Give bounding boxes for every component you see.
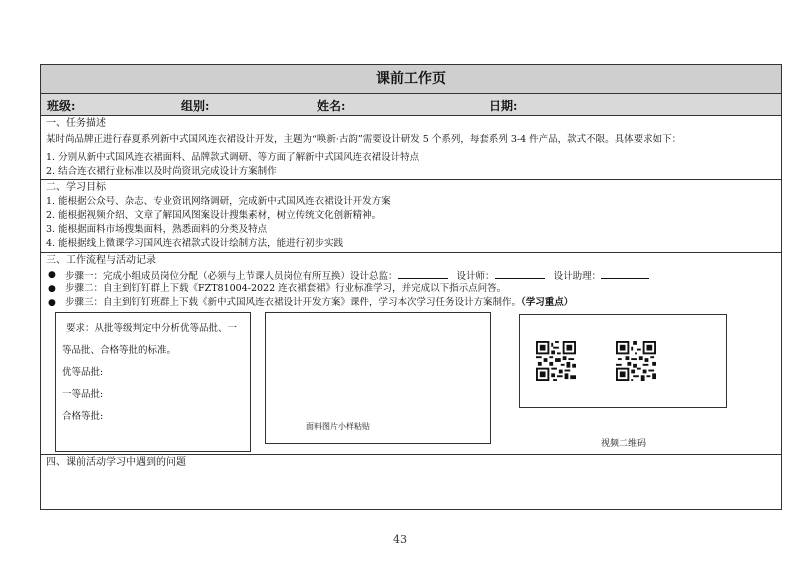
step2-text: 步骤二：自主到钉钉群上下载《FZT81004-2022 连衣裙套裙》行业标准学习，并完成以下指示点问答。	[65, 283, 507, 294]
requirement-box	[55, 312, 251, 452]
bullet-icon: ●	[48, 284, 56, 294]
qr-code-box	[519, 314, 727, 408]
step1-prefix: 步骤一：完成小组成员岗位分配（必须与上节课人员岗位有所互换）设计总监：	[65, 271, 398, 282]
qr-code-icon[interactable]	[616, 331, 656, 391]
group-label: 组别:	[181, 99, 210, 113]
divider	[41, 252, 781, 253]
step3-text	[65, 297, 573, 309]
divider	[41, 179, 781, 180]
director-blank	[398, 269, 448, 279]
requirement-line-1: 要求：从批等级判定中分析优等品批、一	[66, 323, 238, 334]
designer-blank	[495, 269, 545, 279]
fabric-caption: 面料图片小样粘贴	[306, 422, 370, 431]
page-title-band	[40, 64, 782, 94]
qr-code-icon[interactable]	[536, 331, 576, 391]
qualified-label: 合格等批:	[62, 411, 104, 422]
student-info-row	[40, 94, 782, 116]
task-item-1: 1. 分别从新中式国风连衣裙面料、品牌款式调研、等方面了解新中式国风连衣裙设计特点	[46, 152, 420, 163]
bullet-icon: ●	[48, 298, 56, 308]
section4-heading: 四、课前活动学习中遇到的问题	[46, 457, 186, 468]
assistant-blank	[601, 269, 649, 279]
section3-heading: 三、工作流程与活动记录	[46, 255, 156, 266]
task-item-2: 2. 结合连衣裙行业标准以及时尚资讯完成设计方案制作	[46, 166, 277, 177]
section2-heading: 二、学习目标	[46, 182, 106, 193]
worksheet-body	[40, 116, 782, 510]
name-label: 姓名:	[317, 99, 346, 113]
goal-item-3: 3. 能根据面料市场搜集面料，熟悉面料的分类及特点	[46, 224, 268, 235]
fabric-sample-box	[265, 312, 491, 444]
requirement-line-2: 等品批、合格等批的标准。	[62, 345, 177, 356]
class-label: 班级:	[47, 99, 76, 113]
first-grade-label: 一等品批:	[62, 389, 104, 400]
goal-item-4: 4. 能根据线上微课学习国风连衣裙款式设计绘制方法，能进行初步实践	[46, 238, 344, 249]
page-number: 43	[393, 533, 407, 546]
section1-heading: 一、任务描述	[46, 118, 106, 129]
page-title: 课前工作页	[376, 71, 446, 87]
step3-emphasis: （学习重点）	[521, 297, 574, 308]
task-description: 某时尚品牌正进行春夏系列新中式国风连衣裙设计开发，主题为“唤新·古韵”需要设计研发 5 个系列，每套系列 3-4 件产品，款式不限。具体要求如下：	[46, 134, 682, 145]
step3-body: 步骤三：自主到钉钉班群上下载《新中式国风连衣裙设计开发方案》课件，学习本次学习任务设计方案制作。	[65, 297, 522, 308]
goal-item-1: 1. 能根据公众号、杂志、专业资讯网络调研，完成新中式国风连衣裙设计开发方案	[46, 196, 391, 207]
bullet-icon: ●	[48, 270, 56, 280]
assistant-label: 设计助理：	[553, 271, 602, 282]
date-label: 日期:	[489, 99, 518, 113]
divider	[41, 454, 781, 455]
goal-item-2: 2. 能根据视频介绍、文章了解国风图案设计搜集素材，树立传统文化创新精神。	[46, 210, 382, 221]
designer-label: 设计师：	[456, 271, 495, 282]
qr-caption: 视频二维码	[601, 439, 647, 449]
step1-text	[65, 269, 649, 283]
excellent-label: 优等品批:	[62, 367, 104, 378]
